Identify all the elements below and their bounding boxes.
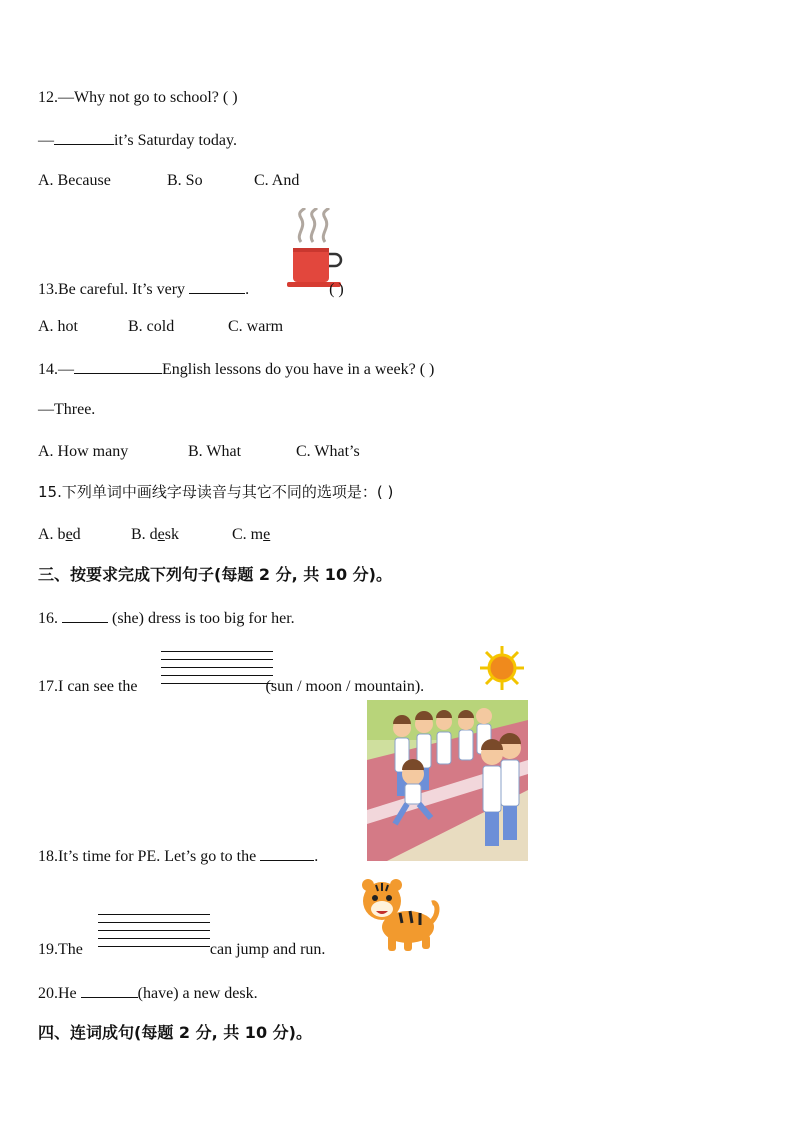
- q18-prefix: 18.It’s time for PE. Let’s go to the: [38, 848, 257, 865]
- q13-question: [38, 279, 344, 300]
- section-4-title: 四、连词成句(每题 2 分, 共 10 分)。: [38, 1023, 312, 1042]
- q12-tail: it’s Saturday today.: [114, 132, 237, 149]
- q13-blank[interactable]: [189, 279, 245, 294]
- q19-prefix: 19.The: [38, 941, 83, 958]
- q15-option-a[interactable]: A. bed: [38, 526, 81, 543]
- q14-tail: English lessons do you have in a week? ( ): [162, 361, 435, 378]
- q12-option-c[interactable]: C. And: [254, 172, 300, 189]
- q13-option-b[interactable]: B. cold: [128, 318, 175, 335]
- q12-blank[interactable]: [54, 130, 114, 145]
- q20-tail: (have) a new desk.: [137, 985, 258, 1002]
- q13-options: [38, 317, 283, 337]
- q14-prefix: 14.—: [38, 361, 74, 378]
- q17-question: [38, 677, 424, 697]
- q15-option-b[interactable]: B. desk: [131, 526, 180, 543]
- q15-option-c[interactable]: C. me: [232, 526, 271, 543]
- q12-options: [38, 171, 299, 191]
- sun-icon: [478, 644, 526, 692]
- q16-tail: (she) dress is too big for her.: [112, 610, 295, 627]
- q14-blank[interactable]: [74, 359, 162, 374]
- q12-answer-line: [38, 130, 237, 151]
- tiger-picture: [360, 877, 440, 953]
- q14-option-b[interactable]: B. What: [188, 443, 242, 460]
- q15-question: 15.下列单词中画线字母读音与其它不同的选项是：( ): [38, 483, 394, 501]
- q18-blank[interactable]: [260, 846, 314, 861]
- section-3-title: 三、按要求完成下列句子(每题 2 分, 共 10 分)。: [38, 565, 392, 584]
- q20-prefix: 20.He: [38, 985, 77, 1002]
- q12-question: 12.—Why not go to school? ( ): [38, 89, 238, 106]
- q16-prefix: 16.: [38, 610, 58, 627]
- q14-question: [38, 359, 434, 380]
- pe-class-picture: [367, 700, 528, 861]
- q13-dot: .: [245, 281, 250, 298]
- q13-option-a[interactable]: A. hot: [38, 318, 78, 335]
- q16-blank[interactable]: [62, 608, 108, 623]
- q14-options: [38, 442, 360, 462]
- q12-option-b[interactable]: B. So: [167, 172, 203, 189]
- q13-option-c[interactable]: C. warm: [228, 318, 284, 335]
- q20-blank[interactable]: [81, 983, 138, 998]
- q12-option-a[interactable]: A. Because: [38, 172, 111, 189]
- q12-dash: —: [38, 132, 54, 149]
- q13-prefix: 13.Be careful. It’s very: [38, 281, 186, 298]
- q18-dot: .: [314, 848, 319, 865]
- q19-tail: can jump and run.: [209, 941, 326, 958]
- q17-prefix: 17.I can see the: [38, 678, 138, 695]
- q15-options: [38, 525, 270, 545]
- q18-question: [38, 846, 318, 867]
- q16-question: [38, 608, 295, 629]
- q17-tail: (sun / moon / mountain).: [265, 678, 425, 695]
- q14-answer: —Three.: [38, 401, 96, 418]
- q20-question: [38, 983, 258, 1004]
- q13-paren: ( ): [329, 281, 344, 298]
- q19-question: [38, 940, 325, 960]
- q14-option-c[interactable]: C. What’s: [296, 443, 360, 460]
- hot-cup-icon: [285, 208, 345, 290]
- q14-option-a[interactable]: A. How many: [38, 443, 129, 460]
